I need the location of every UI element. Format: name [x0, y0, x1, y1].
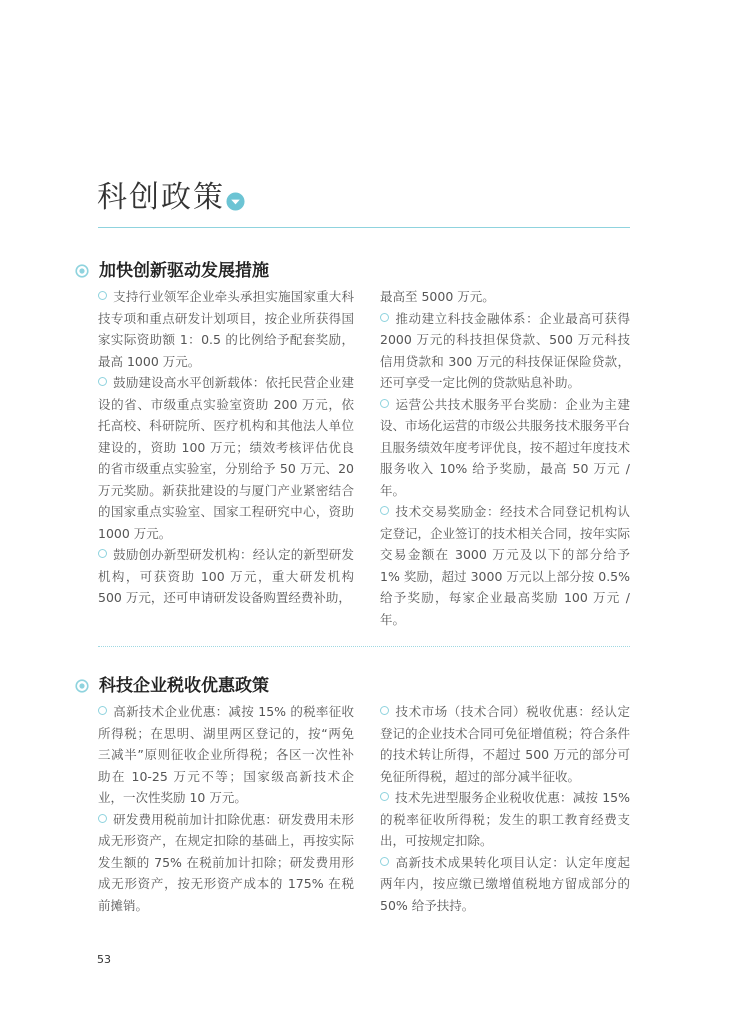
- ring-bullet-icon: [380, 706, 389, 715]
- policy-item: 技术市场（技术合同）税收优惠：经认定登记的企业技术合同可免征增值税；符合条件的技术转让所得，不超过 500 万元的部分可免征所得税，超过的部分减半征收。: [380, 704, 631, 784]
- policy-item: 鼓励创办新型研发机构：经认定的新型研发机构，可获资助 100 万元，重大研发机构 500 万元，还可申请研发设备购置经费补助，: [98, 547, 354, 605]
- circle-bullet-icon: [75, 679, 89, 693]
- circle-bullet-icon: [75, 264, 89, 278]
- policy-item: 推动建立科技金融体系：企业最高可获得 2000 万元的科技担保贷款、500 万元科技信用贷款和 300 万元的科技保证保险贷款，还可享受一定比例的贷款贴息补助。: [380, 310, 630, 390]
- policy-item: 技术先进型服务企业税收优惠：减按 15% 的税率征收所得税；发生的职工教育经费支出，可按规定扣除。: [380, 790, 630, 848]
- ring-bullet-icon: [380, 313, 389, 322]
- page-number: 53: [97, 953, 111, 966]
- ring-bullet-icon: [380, 399, 389, 408]
- policy-item: 研发费用税前加计扣除优惠：研发费用未形成无形资产，在规定扣除的基础上，再按实际发生额的 75% 在税前加计扣除；研发费用形成无形资产，按无形资产成本的 175% 在税前摊销。: [98, 811, 354, 913]
- section-1-right-column: [380, 286, 630, 630]
- section-2-right-column: [380, 701, 630, 916]
- policy-item: 支持行业领军企业牵头承担实施国家重大科技专项和重点研发计划项目，按企业所获得国家实际资助额 1：0.5 的比例给予配套奖励，最高 1000 万元。: [98, 289, 354, 369]
- policy-item: 高新技术企业优惠：减按 15% 的税率征收所得税；在思明、湖里两区登记的，按“两免三减半”原则征收企业所得税；各区一次性补助在 10-25 万元不等；国家级高新技术企业，一次性奖励 10 万元。: [98, 704, 354, 805]
- policy-item: 鼓励建设高水平创新载体：依托民营企业建设的省、市级重点实验室资助 200 万元，依托高校、科研院所、医疗机构和其他法人单位建设的，资助 100 万元；绩效考核评估优良的省市级重点实验室，分别给予 50 万元、20 万元奖励。新获批建设的与厦门产业紧密结合的国家重点实验室、国家工程研究中心，资助 1000 万元。: [98, 375, 354, 541]
- section-title: 加快创新驱动发展措施: [99, 261, 269, 281]
- ring-bullet-icon: [380, 857, 389, 866]
- ring-bullet-icon: [98, 291, 107, 300]
- section-divider: [98, 646, 630, 647]
- page-title: 科创政策: [97, 180, 225, 215]
- ring-bullet-icon: [380, 506, 389, 515]
- ring-bullet-icon: [380, 792, 389, 801]
- ring-bullet-icon: [98, 814, 107, 823]
- section-1-left-column: [98, 286, 354, 609]
- title-divider: [98, 227, 630, 228]
- ring-bullet-icon: [98, 377, 107, 386]
- policy-item: 技术交易奖励金：经技术合同登记机构认定登记，企业签订的技术相关合同，按年实际交易金额在 3000 万元及以下的部分给予 1% 奖励，超过 3000 万元以上部分按 0.5% 给予奖励，每家企业最高奖励 100 万元 / 年。: [380, 504, 631, 627]
- ring-bullet-icon: [98, 549, 107, 558]
- section-title: 科技企业税收优惠政策: [99, 676, 269, 696]
- policy-item: 高新技术成果转化项目认定：认定年度起两年内，按应缴已缴增值税地方留成部分的 50% 给予扶持。: [380, 854, 630, 913]
- section-2-left-column: [98, 701, 354, 916]
- chevron-down-badge-icon: [226, 192, 245, 211]
- ring-bullet-icon: [98, 706, 107, 715]
- policy-item: 运营公共技术服务平台奖励：企业为主建设、市场化运营的市级公共服务技术服务平台且服务绩效年度考评优良，按不超过年度技术服务收入 10% 给予奖励，最高 50 万元 / 年。: [380, 396, 631, 498]
- policy-item-continuation: 最高至 5000 万元。: [380, 289, 495, 304]
